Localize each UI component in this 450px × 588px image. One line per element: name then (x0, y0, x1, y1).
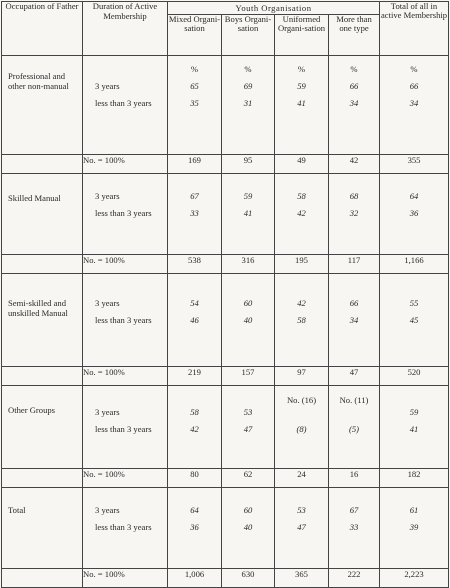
total-row (2, 367, 449, 386)
total-label: No. = 100% (83, 367, 168, 386)
cell-value: 61 (409, 505, 419, 515)
duration-cell (83, 386, 168, 469)
total-value: 316 (222, 255, 275, 274)
duration-cell (83, 174, 168, 255)
cell-value: 67 (190, 191, 199, 201)
total-value: 630 (222, 569, 275, 588)
cell-value: 58 (297, 315, 306, 325)
value-cell (329, 174, 380, 255)
value-cell (380, 174, 449, 255)
value-cell (329, 56, 380, 155)
value-cell (380, 56, 449, 155)
empty-cell (2, 155, 83, 174)
occupation-label: Semi-skilled and unskilled Manual (8, 298, 68, 318)
total-value: 62 (222, 469, 275, 488)
value-cell (275, 488, 329, 569)
duration-label: less than 3 years (95, 98, 152, 108)
occupation-label: Total (8, 505, 26, 515)
duration-label: less than 3 years (95, 522, 152, 532)
cell-value: 36 (190, 522, 199, 532)
occupation-label: Professional and other non-manual (8, 71, 69, 91)
value-cell (275, 386, 329, 469)
cell-value: % (297, 64, 306, 74)
occupation-cell (2, 174, 83, 255)
total-value: 219 (168, 367, 222, 386)
cell-value: 33 (190, 208, 199, 218)
header-duration: Duration of Active Membership (83, 2, 168, 56)
cell-value: 40 (243, 315, 253, 325)
duration-cell (83, 56, 168, 155)
total-value: 2,223 (380, 569, 449, 588)
cell-value: 64 (409, 191, 419, 201)
cell-value: 41 (409, 424, 419, 434)
cell-value: 66 (349, 81, 359, 91)
cell-value: 34 (409, 98, 419, 108)
header-mixed: Mixed Organi-sation (168, 15, 222, 56)
cell-value: % (410, 64, 418, 74)
cell-value: 59 (243, 191, 253, 201)
group-row (2, 56, 449, 155)
cell-value: % (350, 64, 358, 74)
total-value: 24 (275, 469, 329, 488)
duration-label: 3 years (95, 407, 120, 417)
total-row (2, 155, 449, 174)
value-cell (222, 174, 275, 255)
cell-value: No. (16) (286, 395, 317, 405)
cell-value: 36 (409, 208, 419, 218)
total-row (2, 469, 449, 488)
cell-value: 35 (190, 98, 199, 108)
cell-value: 42 (297, 208, 306, 218)
value-cell (329, 386, 380, 469)
cell-value: 55 (409, 298, 419, 308)
value-cell (329, 274, 380, 367)
total-value: 95 (222, 155, 275, 174)
cell-value: 66 (409, 81, 419, 91)
header-boys: Boys Organi-sation (222, 15, 275, 56)
cell-value: % (190, 64, 199, 74)
value-cell (168, 386, 222, 469)
cell-value: 40 (243, 522, 253, 532)
total-value: 355 (380, 155, 449, 174)
total-value: 182 (380, 469, 449, 488)
total-value: 1,006 (168, 569, 222, 588)
cell-value: No. (11) (339, 395, 369, 405)
empty-cell (2, 569, 83, 588)
cell-value: 41 (243, 208, 253, 218)
cell-value: 59 (409, 407, 419, 417)
value-cell (275, 274, 329, 367)
cell-value: 39 (409, 522, 419, 532)
cell-value: 47 (297, 522, 306, 532)
group-row (2, 386, 449, 469)
cell-value: % (244, 64, 252, 74)
duration-label: 3 years (95, 191, 120, 201)
total-value: 520 (380, 367, 449, 386)
value-cell (222, 274, 275, 367)
cell-value: 46 (190, 315, 199, 325)
header-total: Total of all in active Membership (380, 2, 449, 56)
cell-value: 47 (243, 424, 253, 434)
group-row (2, 274, 449, 367)
cell-value: 42 (190, 424, 199, 434)
cell-value: (8) (296, 424, 307, 434)
total-label: No. = 100% (83, 255, 168, 274)
cell-value: 68 (349, 191, 359, 201)
duration-cell (83, 488, 168, 569)
duration-label: less than 3 years (95, 315, 152, 325)
cell-value: 60 (243, 505, 253, 515)
duration-label: 3 years (95, 298, 120, 308)
total-value: 49 (275, 155, 329, 174)
value-cell (380, 488, 449, 569)
value-cell (380, 274, 449, 367)
empty-cell (2, 255, 83, 274)
cell-value: 53 (297, 505, 306, 515)
group-row (2, 174, 449, 255)
cell-value: 45 (409, 315, 419, 325)
total-value: 47 (329, 367, 380, 386)
table-body (2, 56, 449, 588)
value-cell (329, 488, 380, 569)
occupation-cell (2, 386, 83, 469)
cell-value: 34 (349, 315, 359, 325)
occupation-cell (2, 274, 83, 367)
duration-label: 3 years (95, 81, 120, 91)
total-value: 538 (168, 255, 222, 274)
cell-value: 59 (297, 81, 306, 91)
cell-value: (5) (348, 424, 360, 434)
total-label: No. = 100% (83, 469, 168, 488)
total-row (2, 569, 449, 588)
value-cell (168, 174, 222, 255)
total-value: 195 (275, 255, 329, 274)
header-uniformed: Uniformed Organi-sation (275, 15, 329, 56)
total-label: No. = 100% (83, 155, 168, 174)
duration-label: less than 3 years (95, 424, 152, 434)
cell-value: 67 (349, 505, 359, 515)
header-occupation: Occupation of Father (2, 2, 83, 56)
total-value: 80 (168, 469, 222, 488)
cell-value: 53 (243, 407, 253, 417)
total-value: 97 (275, 367, 329, 386)
value-cell (222, 488, 275, 569)
cell-value: 65 (190, 81, 199, 91)
total-value: 1,166 (380, 255, 449, 274)
value-cell (222, 386, 275, 469)
cell-value: 66 (349, 298, 359, 308)
total-value: 157 (222, 367, 275, 386)
duration-label (83, 61, 167, 78)
value-cell (222, 56, 275, 155)
cell-value: 33 (349, 522, 359, 532)
cell-value: 58 (190, 407, 199, 417)
value-cell (168, 488, 222, 569)
occupation-cell (2, 56, 83, 155)
cell-value: 69 (243, 81, 253, 91)
duration-cell (83, 274, 168, 367)
header-more-than-one: More than one type (329, 15, 380, 56)
cell-value: 60 (243, 298, 253, 308)
cell-value: 58 (297, 191, 306, 201)
duration-label: less than 3 years (95, 208, 152, 218)
total-value: 16 (329, 469, 380, 488)
cell-value: 34 (349, 98, 359, 108)
data-table (1, 1, 449, 588)
value-cell (168, 56, 222, 155)
value-cell (275, 56, 329, 155)
occupation-cell (2, 488, 83, 569)
value-cell (275, 174, 329, 255)
cell-value: 32 (349, 208, 359, 218)
group-row (2, 488, 449, 569)
cell-value: 42 (297, 298, 306, 308)
header-youth-organisation: Youth Organisation (168, 2, 380, 15)
total-label: No. = 100% (83, 569, 168, 588)
cell-value: 64 (190, 505, 199, 515)
duration-label: 3 years (95, 505, 120, 515)
total-value: 117 (329, 255, 380, 274)
occupation-label: Other Groups (8, 405, 56, 415)
cell-value: 54 (190, 298, 199, 308)
empty-cell (2, 469, 83, 488)
occupation-label: Skilled Manual (8, 193, 61, 203)
total-row (2, 255, 449, 274)
total-value: 222 (329, 569, 380, 588)
empty-cell (2, 367, 83, 386)
total-value: 42 (329, 155, 380, 174)
cell-value: 41 (297, 98, 306, 108)
total-value: 169 (168, 155, 222, 174)
value-cell (168, 274, 222, 367)
cell-value: 31 (243, 98, 253, 108)
value-cell (380, 386, 449, 469)
total-value: 365 (275, 569, 329, 588)
